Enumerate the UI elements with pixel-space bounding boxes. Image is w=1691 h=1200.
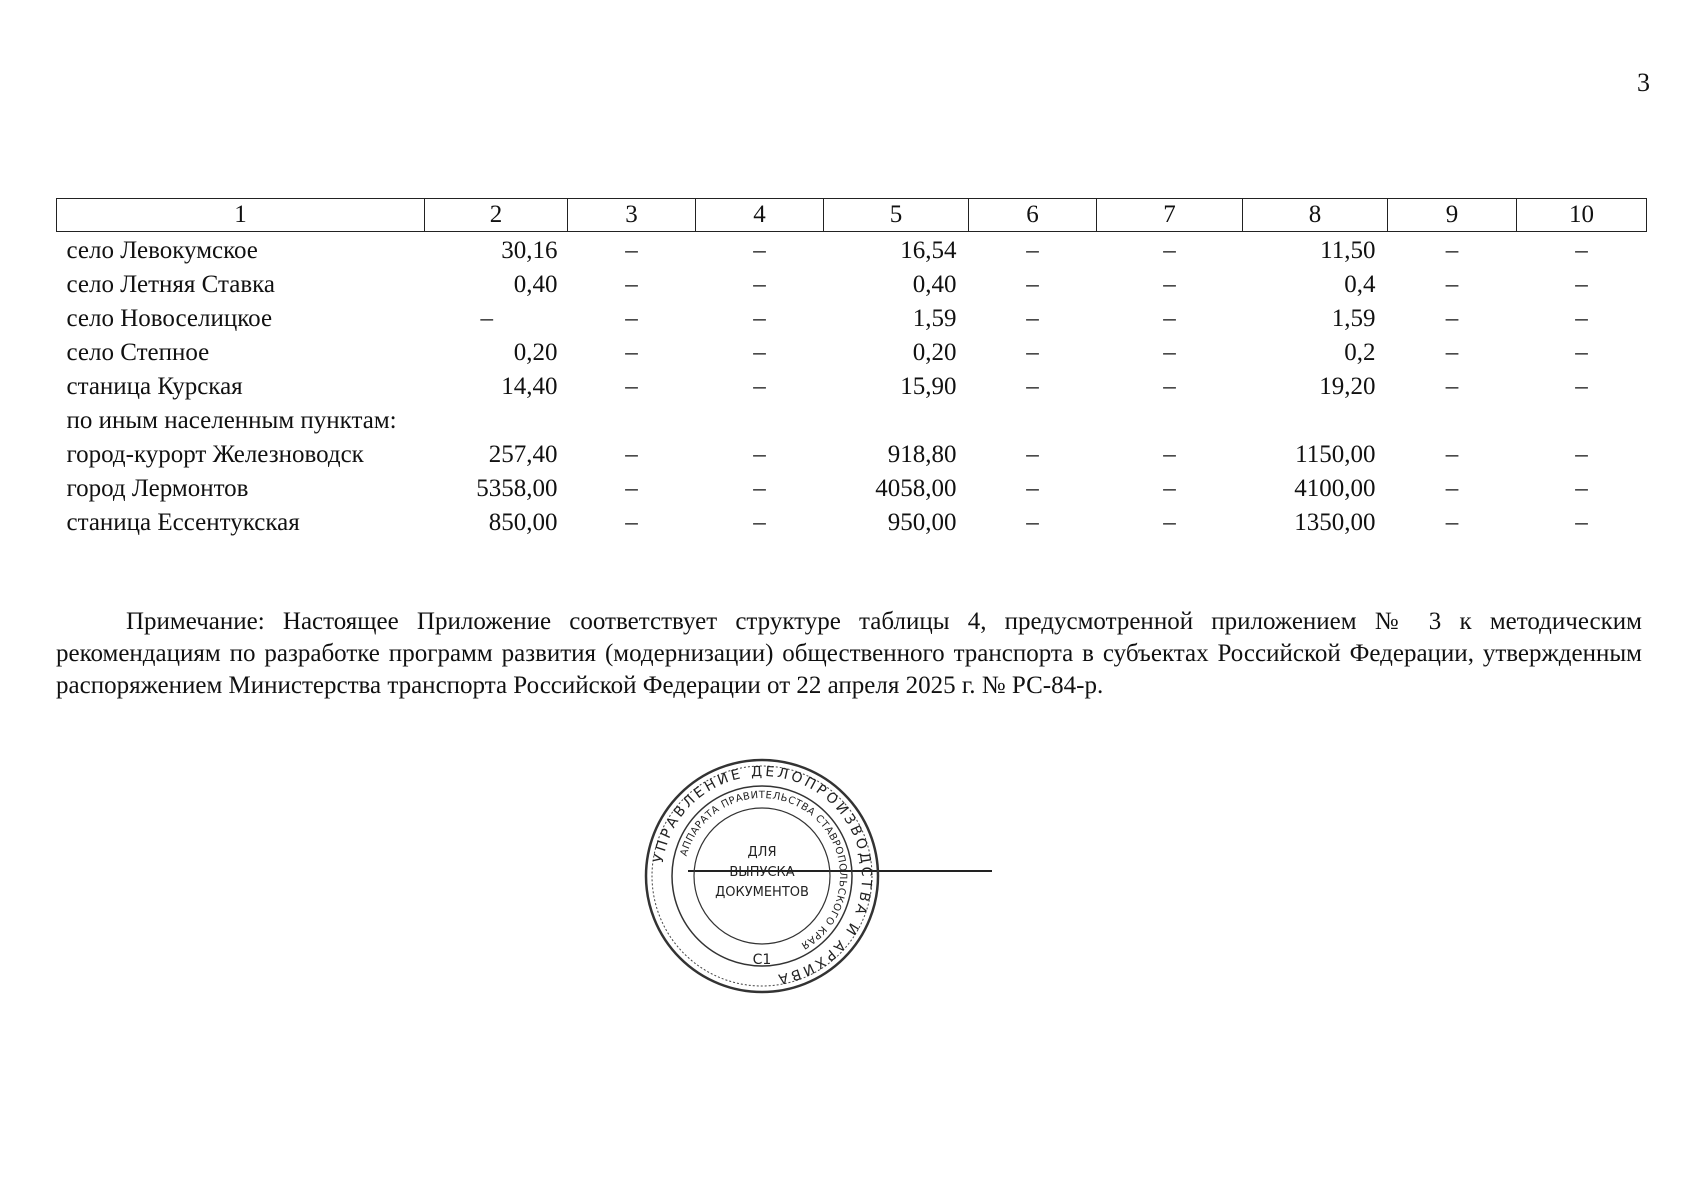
table-row (57, 336, 1647, 370)
column-header: 3 (568, 199, 696, 232)
table-row (57, 438, 1647, 472)
cell-col5: 1,59 (912, 305, 957, 332)
cell-col9: – (1445, 373, 1459, 400)
cell-col2: 5358,00 (476, 475, 558, 502)
column-header: 2 (425, 199, 568, 232)
settlement-name: город Лермонтов (66, 475, 249, 502)
cell-col4: – (753, 237, 766, 264)
column-header: 8 (1243, 199, 1388, 232)
cell-col9: – (1445, 339, 1459, 366)
cell-col8: 1350,00 (1294, 509, 1376, 536)
cell-col5: 950,00 (887, 509, 957, 536)
table-row (57, 370, 1647, 404)
cell-col7: – (1163, 339, 1176, 366)
cell-col5: 15,90 (900, 373, 957, 400)
column-header: 10 (1517, 199, 1647, 232)
cell-col6: – (1026, 373, 1039, 400)
settlement-name: село Степное (66, 339, 210, 366)
cell-col6: – (1026, 271, 1039, 298)
cell-col3: – (625, 475, 638, 502)
cell-col2: 14,40 (501, 373, 558, 400)
column-header: 9 (1388, 199, 1517, 232)
cell-col10: – (1575, 373, 1588, 400)
table-header-row (57, 199, 1647, 232)
stamp-center-line1: ДЛЯ (747, 845, 777, 860)
cell-col6: – (1026, 339, 1039, 366)
cell-col10: – (1575, 441, 1588, 468)
table-row (57, 472, 1647, 506)
cell-col3: – (625, 237, 638, 264)
cell-col3: – (625, 441, 638, 468)
cell-col4: – (753, 441, 766, 468)
cell-col6: – (1026, 305, 1039, 332)
settlement-name: село Летняя Ставка (66, 271, 275, 298)
cell-col9: – (1445, 271, 1459, 298)
official-stamp (642, 756, 882, 996)
cell-col9: – (1445, 305, 1459, 332)
cell-col7: – (1163, 475, 1176, 502)
cell-col8: 0,2 (1344, 339, 1376, 366)
column-header: 6 (969, 199, 1097, 232)
cell-col4: – (753, 475, 766, 502)
cell-col3: – (625, 509, 638, 536)
cell-col7: – (1163, 305, 1176, 332)
cell-col7: – (1163, 373, 1176, 400)
stamp-number: С1 (752, 952, 772, 968)
cell-col2: – (480, 305, 493, 332)
cell-col8: 4100,00 (1294, 475, 1376, 502)
cell-col9: – (1445, 237, 1459, 264)
cell-col3: – (625, 339, 638, 366)
settlement-name: село Левокумское (66, 237, 258, 264)
cell-col5: 16,54 (900, 237, 957, 264)
cell-col4: – (753, 271, 766, 298)
cell-col5: 4058,00 (875, 475, 957, 502)
cell-col10: – (1575, 271, 1588, 298)
cell-col4: – (753, 339, 766, 366)
settlement-name: село Новоселицкое (66, 305, 273, 332)
column-header: 7 (1097, 199, 1243, 232)
cell-col7: – (1163, 237, 1176, 264)
cell-col2: 850,00 (488, 509, 558, 536)
table-row (57, 268, 1647, 302)
table-subheading: по иным населенным пунктам: (66, 407, 397, 434)
cell-col6: – (1026, 441, 1039, 468)
cell-col8: 1150,00 (1295, 441, 1376, 468)
note-paragraph: Примечание: Настоящее Приложение соответствует структуре таблицы 4, предусмотренной приложением № 3 к методическим рекомендациям по разработке программ развития (модернизации) общественного транспорта в субъектах Российской Федерации, утвержденным распоряжением Министерства транспорта Российской Федерации от 22 апреля 2025 г. № РС-84-р. (56, 608, 1642, 699)
column-header: 1 (57, 199, 425, 232)
cell-col4: – (753, 509, 766, 536)
cell-col3: – (625, 305, 638, 332)
cell-col6: – (1026, 237, 1039, 264)
stamp-outer-ring-text: УПРАВЛЕНИЕ ДЕЛОПРОИЗВОДСТВА И АРХИВА (650, 763, 875, 988)
cell-col8: 0,4 (1344, 271, 1376, 298)
cell-col2: 30,16 (501, 237, 558, 264)
settlement-name: город-курорт Железноводск (66, 441, 364, 468)
cell-col3: – (625, 271, 638, 298)
table-row (57, 506, 1647, 540)
stamp-center-line2: ВЫПУСКА (729, 865, 795, 880)
cell-col9: – (1445, 441, 1459, 468)
cell-col2: 257,40 (488, 441, 558, 468)
column-header: 4 (696, 199, 824, 232)
cell-col4: – (753, 373, 766, 400)
cell-col5: 0,40 (912, 271, 957, 298)
cell-col8: 1,59 (1331, 305, 1376, 332)
cell-col7: – (1163, 441, 1176, 468)
cell-col9: – (1445, 475, 1459, 502)
cell-col6: – (1026, 509, 1039, 536)
table-row (57, 302, 1647, 336)
cell-col10: – (1575, 237, 1588, 264)
settlement-name: станица Ессентукская (66, 509, 300, 536)
table-subheading-row (57, 404, 1647, 438)
cell-col2: 0,40 (513, 271, 558, 298)
stamp-center-line3: ДОКУМЕНТОВ (715, 885, 809, 900)
cell-col9: – (1445, 509, 1459, 536)
cell-col10: – (1575, 305, 1588, 332)
cell-col3: – (625, 373, 638, 400)
cell-col4: – (753, 305, 766, 332)
column-header: 5 (824, 199, 969, 232)
page-number: 3 (1637, 68, 1650, 97)
data-table (56, 198, 1647, 540)
cell-col2: 0,20 (513, 339, 558, 366)
settlement-name: станица Курская (66, 373, 243, 400)
cell-col5: 0,20 (912, 339, 957, 366)
cell-col7: – (1163, 509, 1176, 536)
table-row (57, 234, 1647, 268)
cell-col6: – (1026, 475, 1039, 502)
cell-col10: – (1575, 339, 1588, 366)
cell-col7: – (1163, 271, 1176, 298)
cell-col10: – (1575, 509, 1588, 536)
stamp-inner-ring-text: АППАРАТА ПРАВИТЕЛЬСТВА СТАВРОПОЛЬСКОГО КРАЯ (678, 789, 849, 951)
cell-col8: 11,50 (1320, 237, 1376, 264)
cell-col8: 19,20 (1319, 373, 1376, 400)
cell-col5: 918,80 (887, 441, 957, 468)
cell-col10: – (1575, 475, 1588, 502)
